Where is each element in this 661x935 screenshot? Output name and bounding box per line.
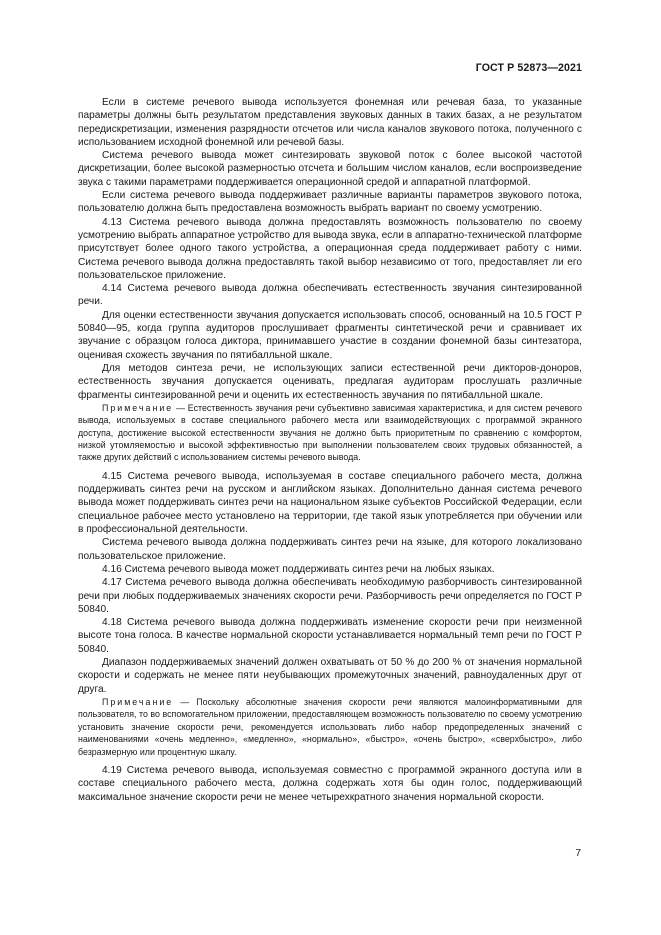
paragraph: 4.15 Система речевого вывода, используемая в составе специального рабочего места, должна поддерживать синтез речи на русском и английском языках. Дополнительно данная система речевого вывода может поддерживать синтез речи на национальном языке субъектов Российской Федерации, если специальное рабочее место установлено на территории, где такой язык употребляется при обучении или в профессиональной деятельности.: [78, 470, 582, 536]
paragraph: 4.19 Система речевого вывода, используемая совместно с программой экранного доступа или в составе специального рабочего места, должна содержать хотя бы один голос, поддерживающий максимальное значение скорости речи не менее четырехкратного значения нормальной скорости.: [78, 764, 582, 803]
paragraph: 4.16 Система речевого вывода может поддерживать синтез речи на любых языках.: [102, 563, 495, 575]
paragraph: Система речевого вывода должна поддерживать синтез речи на языке, для которого локализовано пользовательское приложение.: [78, 537, 582, 562]
paragraph: Система речевого вывода может синтезировать звуковой поток с более высокой частотой дискретизации, более высокой размерностью отсчета и большим числом каналов, если воспроизведение звука с такими параметрами поддерживается операционной средой и аппаратной платформой.: [78, 150, 582, 188]
note: [78, 696, 582, 758]
paragraph: Для оценки естественности звучания допускается использовать способ, основанный на 10.5 ГОСТ Р 50840—95, когда группа аудиторов прослушивает фрагменты синтетической речи и сравнивает их звучание с образцом голоса диктора, принимавшего участие в создании фонемной базы синтезатора, оценивая схожесть звучания по пятибалльной шкале.: [78, 309, 582, 361]
page-body: [78, 96, 582, 804]
paragraph: Если система речевого вывода поддерживает различные варианты параметров звукового потока, пользователю должна быть предоставлена возможность выбрать вариант по своему усмотрению.: [78, 190, 582, 215]
paragraph: 4.18 Система речевого вывода должна поддерживать изменение скорости речи при неизменной высоте тона голоса. В качестве нормальной скорости устанавливается нормальный темп речи по ГОСТ Р 50840.: [78, 617, 582, 655]
paragraph: 4.17 Система речевого вывода должна обеспечивать необходимую разборчивость синтезированной речи при любых поддерживаемых значениях скорости речи. Разборчивость речи определяется по ГОСТ Р 50840.: [78, 577, 582, 615]
note-label: Примечание: [102, 696, 174, 707]
paragraph: 4.14 Система речевого вывода должна обеспечивать естественность звучания синтезированной речи.: [78, 283, 582, 308]
note: [78, 402, 582, 464]
paragraph: Если в системе речевого вывода используется фонемная или речевая база, то указанные параметры должны быть результатом представления звуковых данных в таких базах, а не результатом передискретизации, изменения разрядности отсчетов или числа каналов звукового потока, полученного с использованием исходной фонемной или речевой базы.: [78, 97, 582, 148]
note-text: — Поскольку абсолютные значения скорости речи являются малоинформативными для пользователя, то во вспомогательном приложении, предоставляющем возможность пользователю по своему усмотрению установить значение скорости речи, рекомендуется использовать либо набор предопределенных значений с наименованиями «очень медленно», «медленно», «нормально», «быстро», «очень быстро», «сверхбыстро», либо безразмерную или процентную шкалу.: [78, 696, 582, 757]
paragraph: Диапазон поддерживаемых значений должен охватывать от 50 % до 200 % от значения нормальной скорости и содержать не менее пяти неубывающих промежуточных значений, равноудаленных друг от друга.: [78, 657, 582, 695]
document-id: ГОСТ Р 52873—2021: [475, 62, 582, 74]
paragraph: Для методов синтеза речи, не использующих записи естественной речи дикторов-доноров, естественность звучания допускается оценивать, предлагая аудиторам прослушать различные фрагменты синтезированной речи и оценить их естественность звучания по пятибалльной шкале.: [78, 362, 582, 401]
note-text: — Естественность звучания речи субъективно зависимая характеристика, и для систем речевого вывода, используемых в составе специального рабочего места или взаимодействующих с программой экранного доступа, достижение высокой естественности звучания не должно быть приоритетным по сравнению с комфортом, низкой утомляемостью и высокой эффективностью при выполнении пользователем своих трудовых обязанностей, а также других действий с использованием системы речевого вывода.: [78, 402, 582, 463]
page-number: 7: [575, 848, 581, 859]
paragraph: 4.13 Система речевого вывода должна предоставлять возможность пользователю по своему усмотрению выбрать аппаратное устройство для вывода звука, если в аппаратно-технической платформе присутствует более одного такого устройства, а операционная среда поддерживает работу с ними. Система речевого вывода должна предоставлять такой выбор независимо от того, предоставляет ли его пользовательское приложение.: [78, 216, 582, 281]
note-label: Примечание: [102, 402, 174, 413]
